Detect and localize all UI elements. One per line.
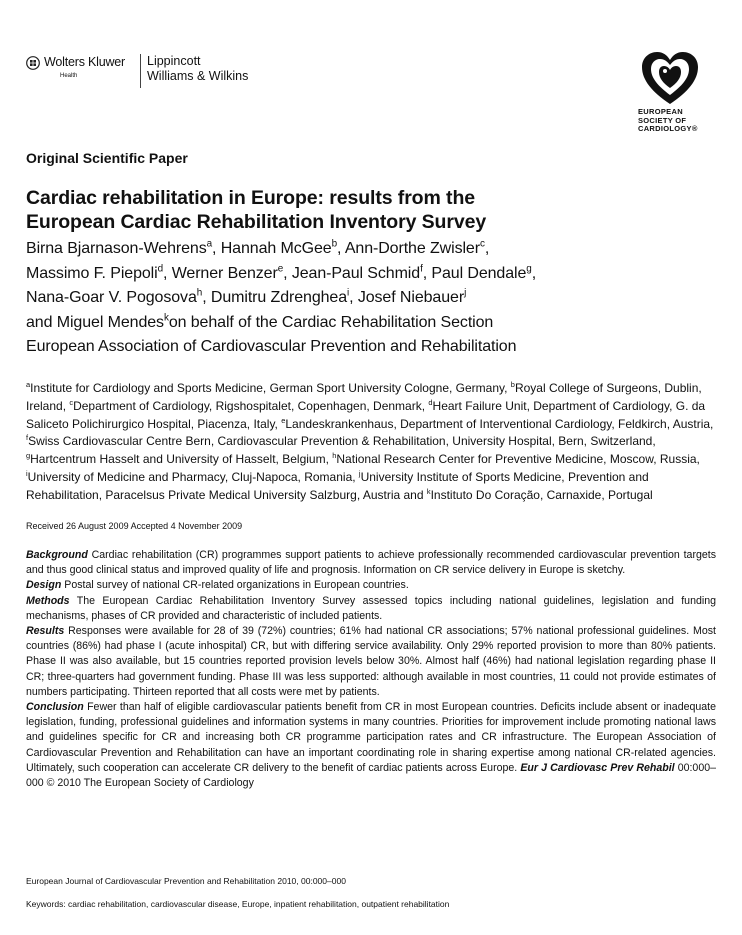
affil-mark: g: [26, 451, 31, 461]
author-affil-mark: e: [277, 263, 284, 275]
affiliation: Landeskrankenhaus, Department of Interventional Cardiology, Feldkirch, Austria,: [285, 416, 714, 431]
affil-mark: i: [26, 468, 28, 478]
author-affil-mark: f: [420, 263, 423, 275]
title-line-1: Cardiac rehabilitation in Europe: results from the: [26, 187, 475, 209]
author-affil-mark: j: [464, 287, 467, 299]
society-line-2: SOCIETY OF: [638, 115, 687, 125]
author-affil-mark: c: [479, 238, 485, 250]
publisher-divider: [140, 54, 141, 88]
wolters-kluwer-logo-icon: [26, 56, 40, 70]
imprint-line-1: Lippincott: [147, 54, 201, 68]
author-affil-mark: a: [206, 238, 213, 250]
section-text: Postal survey of national CR-related organizations in European countries.: [61, 579, 409, 592]
affil-mark: k: [426, 486, 431, 496]
author-line-5: European Association of Cardiovascular Prevention and Rehabilitation: [26, 338, 517, 355]
section-label: Design: [26, 579, 62, 592]
author-affil-mark: d: [157, 263, 163, 275]
publisher-subtitle: Health: [60, 73, 78, 79]
affil-mark: b: [510, 380, 515, 389]
affil-mark: j: [358, 468, 361, 478]
title-line-2: European Cardiac Rehabilitation Inventory Survey: [26, 211, 487, 233]
society-line-1: EUROPEAN: [638, 107, 683, 116]
section-text: Responses were available for 28 of 39 (72%) countries; 61% had national CR associations; 57% national professional guidelines. Most countries (86%) had phase I (acute inhospital) CR, but with differing service availability. Only 29% reported provision to more than 80% patients. Phase II was also available, but 15 countries reported provision levels below 30%. Almost half (46%) had national legislation regarding phase II CR; three-quarters had government funding. Phase III was less supported: although available in most countries, 11 could not provide estimates of numbers participating. Thirteen reported that all costs were met by patients.: [26, 625, 716, 698]
author-name: , Paul Dendale: [422, 264, 527, 282]
affiliation: Instituto Do Coração, Carnaxide, Portugal: [430, 487, 653, 502]
affil-mark: e: [281, 415, 286, 425]
society-logo: [636, 50, 716, 145]
received-dates: Received 26 August 2009 Accepted 4 November 2009: [26, 521, 243, 531]
affiliation: Hartcentrum Hasselt and University of Hasselt, Belgium,: [30, 452, 333, 467]
author-name: , Jean-Paul Schmid: [283, 264, 421, 282]
affil-mark: d: [428, 397, 433, 407]
abstract-methods: [26, 594, 716, 624]
affiliation: Royal College of Surgeons, Dublin, Ireland,: [26, 381, 702, 413]
section-label: Results: [26, 625, 65, 638]
section-label: Conclusion: [26, 701, 84, 714]
section-label: Background: [26, 549, 88, 561]
author-affil-mark: i: [347, 287, 350, 299]
section-text: Fewer than half of eligible cardiovascular patients benefit from CR in most European countries. Deficits include absent or inadequate legislation, funding, professional guidelines and information systems in many countries. Priorities for improvement include promoting national laws and guidelines specific for CR and increasing both CR programme participation rates and CR infrastructure. The European Association of Cardiovascular Prevention and Rehabilitation can have an important coordinating role in sharing expertise among national CR-related agencies. Ultimately, such cooperation can accelerate CR delivery to the benefit of cardiac patients across Europe.: [26, 701, 716, 774]
author-line-4: [26, 311, 536, 336]
author-name: and Miguel Mendes: [26, 313, 164, 331]
author-line-3: [26, 286, 536, 311]
publisher-name: Wolters Kluwer: [44, 55, 126, 69]
affiliation: Heart Failure Unit, Department of Cardiology, G. da Saliceto Polichirurgico Hospital, Piacenza, Italy,: [26, 398, 706, 431]
citation-journal: Eur J Cardiovasc Prev Rehabil: [520, 761, 675, 774]
section-text: The European Cardiac Rehabilitation Inventory Survey assessed topics including national guidelines, legislation and funding mechanisms, phases of CR provided and characteristic of included patients.: [26, 594, 716, 622]
affiliation: University Institute of Sports Medicine, Prevention and Rehabilitation, Paracelsus Private Medical University Salzburg, Austria and: [26, 469, 649, 502]
affiliation: Institute for Cardiology and Sports Medicine, German Sport University Cologne, Germany,: [30, 381, 511, 395]
society-line-3: CARDIOLOGY®: [638, 124, 698, 133]
heart-logo-icon: [640, 50, 700, 106]
author-line-2: [26, 262, 536, 287]
affil-mark: a: [26, 380, 31, 389]
author-name: Birna Bjarnason-Wehrens: [26, 240, 207, 257]
society-name: [638, 108, 698, 134]
affiliation: Swiss Cardiovascular Centre Bern, Cardiovascular Prevention & Rehabilitation, University Hospital, Bern, Switzerland,: [28, 434, 656, 449]
author-affil-mark: g: [526, 263, 532, 275]
author-affil-mark: k: [163, 312, 169, 324]
affiliation: Department of Cardiology, Rigshospitalet, Copenhagen, Denmark,: [73, 398, 429, 413]
journal-reference: European Journal of Cardiovascular Prevention and Rehabilitation 2010, 00:000–000: [26, 876, 346, 886]
abstract-conclusion: [26, 700, 716, 791]
abstract-design: [26, 578, 716, 593]
paper-type: Original Scientific Paper: [26, 150, 188, 166]
affil-mark: h: [332, 451, 337, 461]
author-name: , Hannah McGee: [212, 240, 332, 257]
author-name: Nana-Goar V. Pogosova: [26, 289, 197, 306]
author-separator: ,: [531, 264, 537, 282]
citation-details: 00:000–000 © 2010 The European Society of Cardiology: [26, 761, 716, 790]
author-line-1: [26, 237, 536, 262]
section-text: Cardiac rehabilitation (CR) programmes support patients to achieve professionally recommended cardiovascular prevention targets and thus good clinical status and improved quality of life and prognosis. Information on CR service delivery in Europe is sketchy.: [26, 549, 716, 577]
affiliation: University of Medicine and Pharmacy, Cluj-Napoca, Romania,: [27, 469, 359, 484]
imprint-name: [147, 54, 248, 84]
author-name: , Werner Benzer: [163, 264, 278, 282]
author-affil-mark: b: [331, 238, 338, 250]
keywords: Keywords: cardiac rehabilitation, cardiovascular disease, Europe, inpatient rehabilitation, outpatient rehabilitation: [26, 899, 450, 909]
affil-mark: c: [69, 397, 74, 407]
affiliation: National Research Center for Preventive Medicine, Moscow, Russia,: [336, 452, 700, 467]
paper-title: [26, 186, 486, 234]
author-name: , Ann-Dorthe Zwisler: [337, 240, 480, 257]
section-label: Methods: [26, 594, 70, 607]
abstract: [26, 548, 716, 791]
abstract-background: [26, 548, 716, 578]
abstract-results: [26, 624, 716, 700]
author-name: , Josef Niebauer: [349, 289, 465, 306]
author-list: [26, 237, 536, 360]
author-name: , Dumitru Zdrenghea: [202, 289, 348, 306]
imprint-line-2: Williams & Wilkins: [147, 69, 249, 83]
author-separator: ,: [484, 240, 490, 257]
author-group: on behalf of the Cardiac Rehabilitation Section: [168, 313, 494, 331]
affil-mark: f: [26, 433, 29, 443]
author-affil-mark: h: [196, 287, 203, 299]
author-name: Massimo F. Piepoli: [26, 264, 158, 282]
affiliations: [26, 380, 716, 505]
